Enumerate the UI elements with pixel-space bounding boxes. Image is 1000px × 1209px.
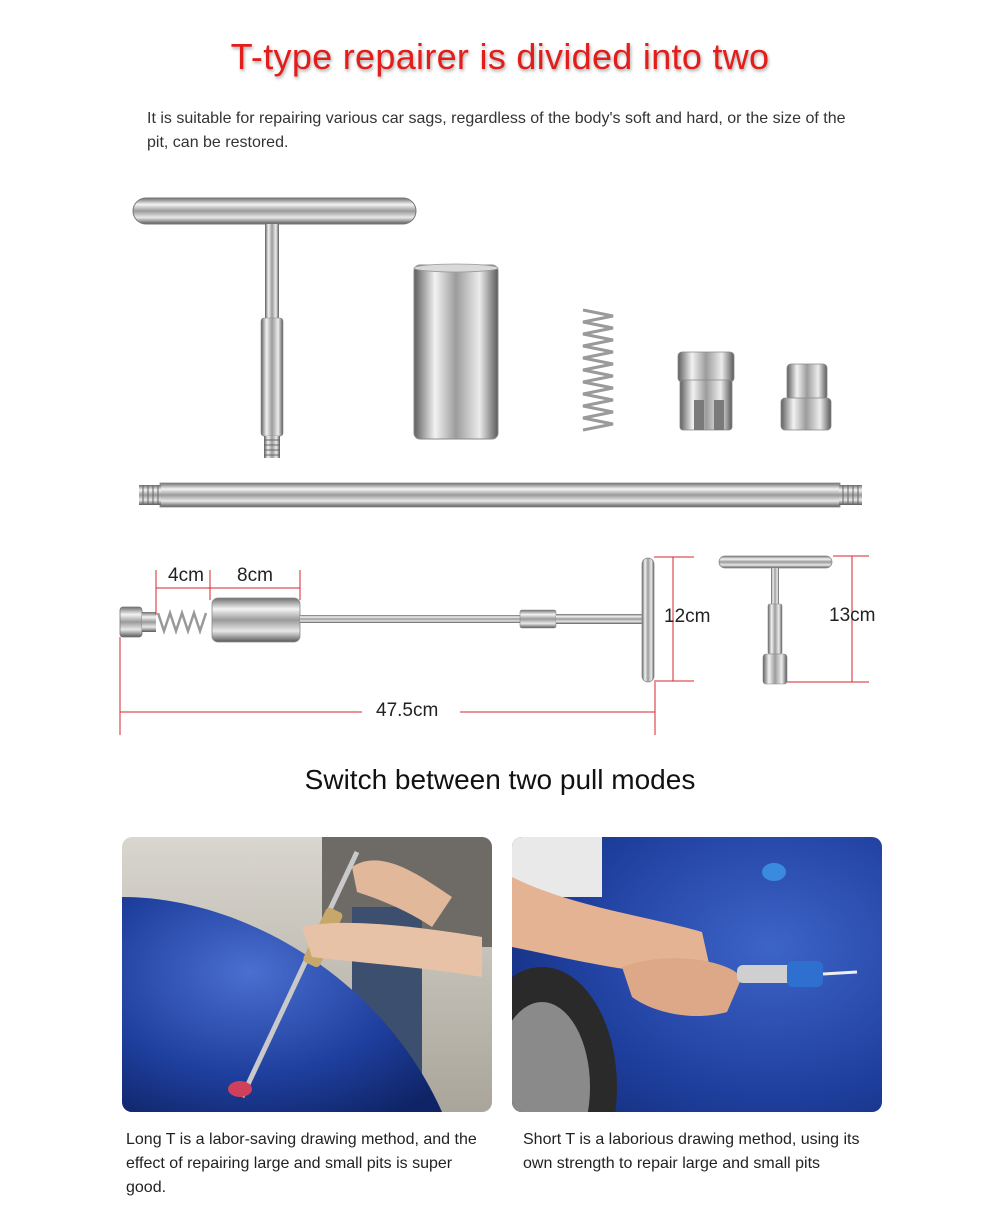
long-t-caption: Long T is a labor-saving drawing method, and the effect of repairing large and small pits is super good. (126, 1131, 477, 1196)
sleeve-length-label: 8cm (237, 565, 273, 586)
intro-text: It is suitable for repairing various car sags, regardless of the body's soft and hard, or the size of the pit, can be restored. (147, 110, 846, 151)
long-handle-length-label: 12cm (664, 606, 711, 627)
dimension-lines (120, 556, 869, 735)
t-handle-part (133, 198, 416, 458)
long-t-photo (122, 837, 492, 1112)
nut-part (781, 364, 831, 430)
assembled-short-t (719, 556, 832, 684)
page-title: T-type repairer is divided into two (230, 36, 770, 77)
short-t-caption: Short T is a laborious drawing method, using its own strength to repair large and small pits (523, 1131, 860, 1172)
sleeve-tube-part (414, 264, 498, 439)
spring-length-label: 4cm (168, 565, 204, 586)
section-title: Switch between two pull modes (304, 764, 696, 795)
long-rod-part (139, 483, 862, 507)
adapter-part (678, 352, 734, 430)
total-length-label: 47.5cm (376, 700, 439, 721)
short-t-photo (512, 837, 882, 1112)
spring-part (583, 310, 613, 430)
short-handle-length-label: 13cm (829, 605, 876, 626)
